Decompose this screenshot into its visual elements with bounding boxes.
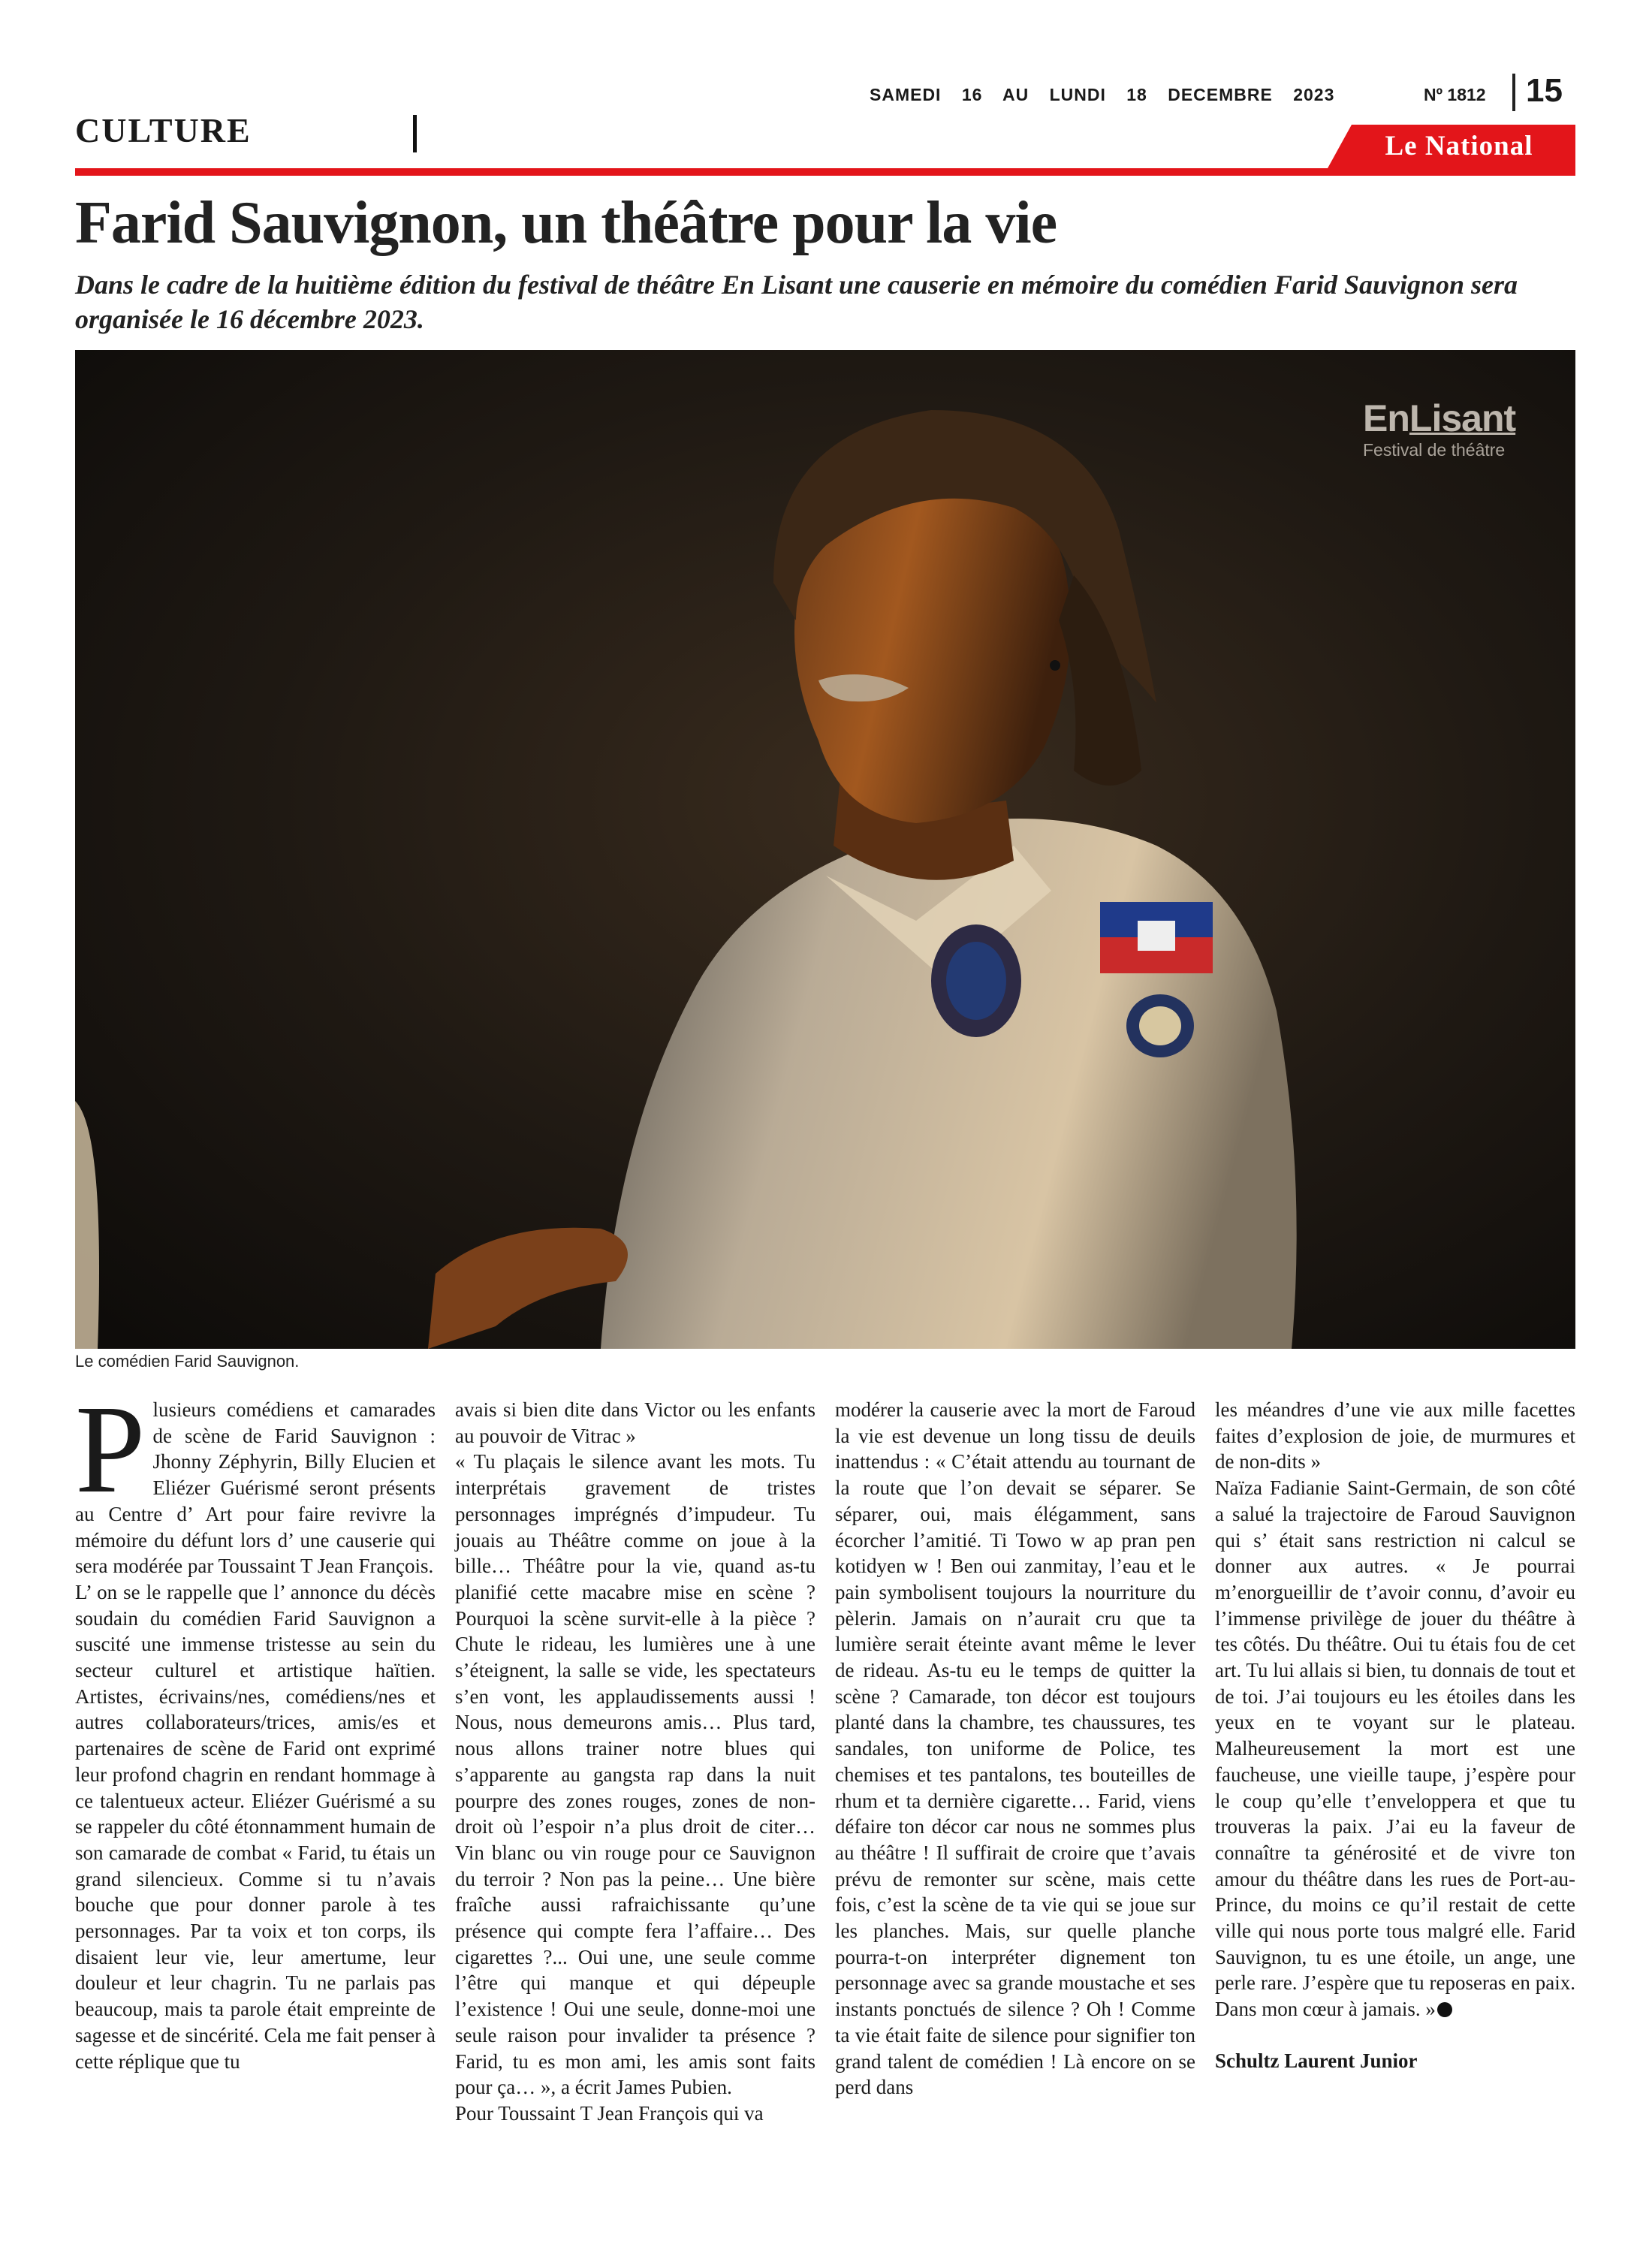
photo-caption: Le comédien Farid Sauvignon.: [75, 1352, 300, 1371]
paragraph: modérer la causerie avec la mort de Faroud la vie est devenue un long tissu de deuils inattendus : « C’était attendu au tournant de la route que l’on devait se séparer. Se séparer, oui, mais élégamment, sans écorcher l’amitié. Ti Towo w ap pran pen kotidyen w ! Ben oui zanmitay, l’eau et le pain symbolisent toujours la nourriture du pèlerin. Jamais on n’aurait cru que ta lumière serait éteinte avant même le lever de rideau. As-tu eu le temps de quitter la scène ? Camarade, ton décor est toujours planté dans la chambre, tes chaussures, tes sandales, ton uniforme de Police, tes chemises et tes pantalons, tes bouteilles de rhum et ta dernière cigarette… Farid, viens défaire ton décor car nous ne sommes plus au théâtre ! Il suffirait de croire que t’avais prévu de remonter sur scène, mais cette fois, c’est la scène de ta vie qui se joue sur les planches. Mais, sur quelle planche pourra-t-on interpréter dignement ton personnage avec sa grande moustache et ses instants ponctués de silence ? Oh ! Comme ta vie était faite de silence pour signifier ton grand talent de comédien ! Là encore on se perd dans: [835, 1398, 1195, 2099]
actor-portrait-illustration: [75, 350, 1575, 1349]
page-number: 15: [1526, 72, 1563, 109]
festival-logo-word-en: En: [1363, 397, 1409, 439]
article-column-4: [1215, 1397, 1575, 2074]
brand-name: Le National: [1385, 131, 1533, 161]
article-dek: Dans le cadre de la huitième édition du festival de théâtre En Lisant une causerie en mémoire du comédien Farid Sauvignon sera organisée le 16 décembre 2023.: [75, 270, 1518, 334]
paragraph-opening: lusieurs comédiens et camarades de scène de Farid Sauvignon : Jhonny Zéphyrin, Billy Elucien et Eliézer Guérismé seront présents au Centre d’ Art pour faire revivre la mémoire du défunt lors d’ une causerie qui sera modérée par Toussaint T Jean François.: [75, 1398, 436, 1578]
end-mark-icon: [1437, 2002, 1452, 2017]
article-column-1: [75, 1380, 436, 2074]
paragraph: Naïza Fadianie Saint-Germain, de son côté a salué la trajectoire de Faroud Sauvignon qui s’ était sans restriction ni calcul se donner aux autres. « Je pourrai m’enorgueillir de t’avoir connu, d’avoir eu l’immense privilège de jouer du théâtre à tes côtés. Du théâtre. Oui tu étais fou de cet art. Tu lui allais si bien, tu donnais de tout et de toi. J’ai toujours eu les étoiles dans les yeux en te voyant sur le plateau. Malheureusement la mort est une faucheuse, une vieille taupe, j’espère pour le coup qu’elle t’enveloppera et que tu trouveras la paix. J’ai eu la faveur de connaître ta générosité et de vivre ton amour du théâtre dans les rues de Port-au-Prince, du moins ce qu’il restait de cette ville qui nous porte tous malgré elle. Farid Sauvignon, tu es une étoile, un ange, une perle rare. J’espère que tu reposeras en paix. Dans mon cœur à jamais. »: [1215, 1476, 1575, 2021]
header-rule: [75, 168, 1575, 176]
article-column-2: [455, 1397, 815, 2127]
paragraph: les méandres d’une vie aux mille facettes faites d’explosion de joie, de murmures et de non-dits »: [1215, 1398, 1575, 1473]
article-column-3: [835, 1397, 1195, 2101]
paragraph: avais si bien dite dans Victor ou les enfants au pouvoir de Vitrac »: [455, 1398, 815, 1447]
festival-logo-subtitle: Festival de théâtre: [1363, 440, 1506, 460]
section-divider: [413, 115, 417, 152]
festival-logo-word-lisant: Lisant: [1409, 397, 1516, 439]
paragraph: Pour Toussaint T Jean François qui va: [455, 2101, 764, 2125]
article-photo: [75, 350, 1575, 1349]
paragraph: L’ on se le rappelle que l’ annonce du décès soudain du comédien Farid Sauvignon a suscité une immense tristesse au sein du secteur culturel et artistique haïtien. Artistes, écrivains/nes, comédiens/nes et autres collaborateurs/trices, amis/es et partenaires de scène de Farid ont exprimé leur profond chagrin en rendant hommage à ce talentueux acteur. Eliézer Guérismé a su se rappeler du côté étonnamment humain de son camarade de combat « Farid, tu étais un grand silencieux. Comme si tu n’avais bouche que pour donner parole à tes personnages. Par ta voix et ton corps, ils disaient leur vie, leur amertume, leur douleur et leur chagrin. Tu ne parlais pas beaucoup, mais ta parole était empreinte de sagesse et de sincérité. Cela me fait penser à cette réplique que tu: [75, 1580, 436, 2073]
drop-cap: P: [75, 1380, 146, 1519]
article-headline: Farid Sauvignon, un théâtre pour la vie: [75, 190, 1057, 256]
author-byline: Schultz Laurent Junior: [1215, 2049, 1418, 2072]
festival-logo: [1363, 397, 1515, 440]
section-label: CULTURE: [75, 111, 252, 149]
issue-number: Nº 1812: [1424, 85, 1486, 104]
header-divider: [1512, 74, 1515, 111]
paragraph: « Tu plaçais le silence avant les mots. Tu interprétais gravement de tristes personnages imprégnés d’impudeur. Tu jouais au Théâtre comme on joue à la bille… Théâtre pour la vie, quand as-tu planifié cette macabre mise en scène ? Pourquoi la scène survit-elle à la pièce ? Chute le rideau, les lumières une à une s’éteignent, la salle se vide, les spectateurs s’en vont, les applaudissements aussi ! Nous, nous demeurons amis… Plus tard, nous allons trainer notre blues qui s’apparente au gangsta rap dans la nuit pourpre des zones rouges, zones de non-droit où l’espoir n’a plus droit de citer… Vin blanc ou vin rouge pour ce Sauvignon du terroir ? Non pas la peine… Une bière fraîche aussi rafraichissante qu’une présence qui compte fera l’affaire… Des cigarettes ?... Oui une, une seule comme l’être qui manque et qui dépeuple l’existence ! Oui une seule, donne-moi une seule raison pour invalider ta présence ? Farid, tu es mon ami, les amis sont faits pour ça… », a écrit James Pubien.: [455, 1450, 815, 2099]
issue-date: SAMEDI 16 AU LUNDI 18 DECEMBRE 2023: [870, 85, 1335, 104]
